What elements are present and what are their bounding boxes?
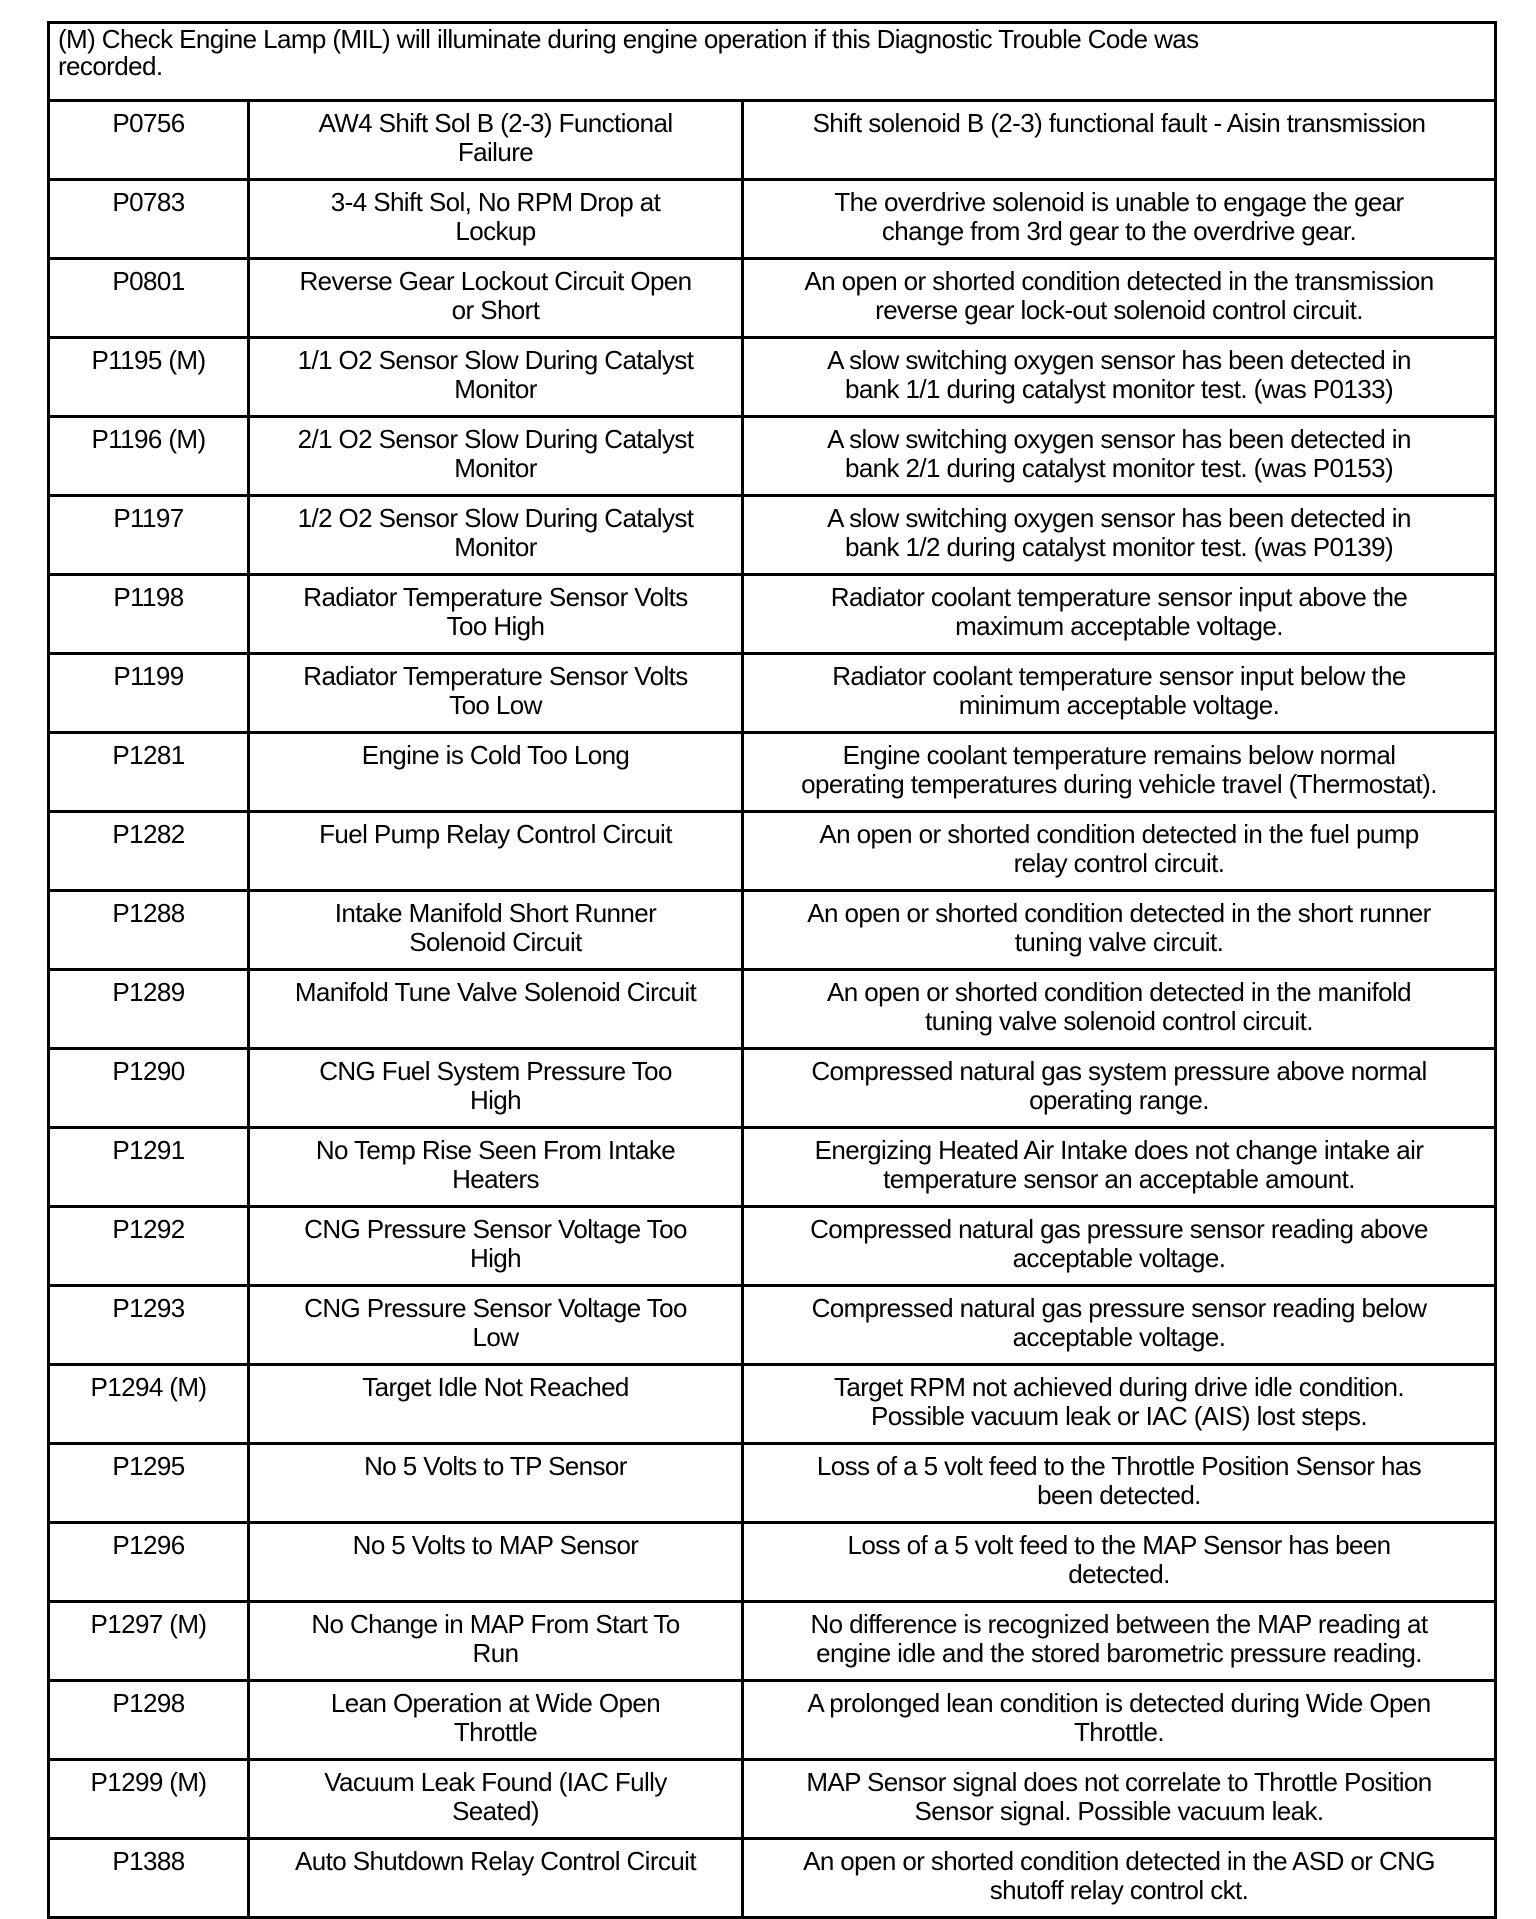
dtc-code: P1281 — [112, 740, 185, 770]
dtc-description-line: maximum acceptable voltage. — [955, 611, 1283, 641]
dtc-name-line: Intake Manifold Short Runner — [334, 898, 657, 928]
table-row — [49, 1365, 1496, 1444]
dtc-description-cell — [743, 970, 1496, 1049]
dtc-code: P1297 (M) — [90, 1609, 207, 1639]
dtc-description-cell — [743, 1128, 1496, 1207]
dtc-name-cell — [249, 970, 743, 1049]
dtc-description-line: change from 3rd gear to the overdrive gear. — [881, 216, 1357, 246]
dtc-name-cell — [249, 891, 743, 970]
dtc-name-line: Run — [472, 1638, 519, 1668]
dtc-name-line: 2/1 O2 Sensor Slow During Catalyst — [297, 424, 694, 454]
dtc-description-line: relay control circuit. — [1013, 848, 1225, 878]
dtc-code-cell — [49, 812, 249, 891]
dtc-description-cell — [743, 1286, 1496, 1365]
dtc-description-cell — [743, 496, 1496, 575]
table-row — [49, 970, 1496, 1049]
dtc-description-line: No difference is recognized between the MAP reading at — [810, 1609, 1428, 1639]
table-row — [49, 654, 1496, 733]
dtc-description-line: bank 1/1 during catalyst monitor test. (was P0133) — [844, 374, 1394, 404]
dtc-description-line: A slow switching oxygen sensor has been detected in — [827, 424, 1411, 454]
dtc-description-line: temperature sensor an acceptable amount. — [883, 1164, 1355, 1194]
dtc-name-cell — [249, 1602, 743, 1681]
dtc-name-cell — [249, 1286, 743, 1365]
table-row — [49, 101, 1496, 180]
dtc-description-line: Compressed natural gas pressure sensor reading above — [810, 1214, 1428, 1244]
table-row — [49, 180, 1496, 259]
dtc-code: P1199 — [113, 661, 184, 691]
dtc-name-line: Monitor — [454, 374, 537, 404]
dtc-code-cell — [49, 733, 249, 812]
dtc-code-cell — [49, 496, 249, 575]
mil-note-line: (M) Check Engine Lamp (MIL) will illuminate during engine operation if this Diagnostic Trouble Code was — [58, 24, 1199, 54]
dtc-name-cell — [249, 654, 743, 733]
table-row — [49, 812, 1496, 891]
dtc-description-cell — [743, 1049, 1496, 1128]
dtc-description-line: detected. — [1068, 1559, 1170, 1589]
dtc-code-cell — [49, 1523, 249, 1602]
dtc-name-line: Fuel Pump Relay Control Circuit — [319, 819, 672, 849]
dtc-code: P1282 — [112, 819, 185, 849]
dtc-description-line: Compressed natural gas pressure sensor reading below — [811, 1293, 1427, 1323]
dtc-name-line: Reverse Gear Lockout Circuit Open — [299, 266, 692, 296]
dtc-name-cell — [249, 1128, 743, 1207]
dtc-code-cell — [49, 1444, 249, 1523]
dtc-code: P1290 — [112, 1056, 185, 1086]
dtc-table — [47, 21, 1497, 1919]
dtc-description-line: An open or shorted condition detected in the short runner — [807, 898, 1431, 928]
dtc-description-line: bank 2/1 during catalyst monitor test. (was P0153) — [844, 453, 1394, 483]
dtc-description-cell — [743, 812, 1496, 891]
dtc-description-line: A slow switching oxygen sensor has been detected in — [827, 503, 1411, 533]
dtc-code-cell — [49, 1049, 249, 1128]
dtc-name-line: Seated) — [452, 1796, 539, 1826]
table-row — [49, 1207, 1496, 1286]
table-row — [49, 259, 1496, 338]
dtc-code: P1196 (M) — [91, 424, 206, 454]
dtc-code: P1294 (M) — [90, 1372, 207, 1402]
dtc-name-cell — [249, 417, 743, 496]
dtc-description-cell — [743, 1444, 1496, 1523]
dtc-description-line: reverse gear lock-out solenoid control circuit. — [875, 295, 1363, 325]
dtc-code-cell — [49, 101, 249, 180]
dtc-description-cell — [743, 1760, 1496, 1839]
dtc-description-line: acceptable voltage. — [1012, 1243, 1226, 1273]
table-row — [49, 496, 1496, 575]
dtc-name-line: Radiator Temperature Sensor Volts — [303, 582, 688, 612]
dtc-description-cell — [743, 1602, 1496, 1681]
dtc-name-cell — [249, 180, 743, 259]
dtc-name-cell — [249, 1681, 743, 1760]
dtc-name-line: Manifold Tune Valve Solenoid Circuit — [294, 977, 697, 1007]
dtc-name-line: Target Idle Not Reached — [362, 1372, 629, 1402]
dtc-code-cell — [49, 1365, 249, 1444]
dtc-name-line: 1/2 O2 Sensor Slow During Catalyst — [297, 503, 694, 533]
dtc-name-cell — [249, 101, 743, 180]
dtc-name-cell — [249, 1523, 743, 1602]
mil-note-line: recorded. — [58, 51, 163, 81]
dtc-name-cell — [249, 1365, 743, 1444]
dtc-description-line: been detected. — [1037, 1480, 1201, 1510]
dtc-description-line: An open or shorted condition detected in the fuel pump — [819, 819, 1419, 849]
dtc-code-cell — [49, 180, 249, 259]
dtc-description-line: An open or shorted condition detected in the ASD or CNG — [803, 1846, 1435, 1876]
dtc-code: P1195 (M) — [91, 345, 206, 375]
dtc-name-line: Monitor — [454, 532, 537, 562]
dtc-description-line: Loss of a 5 volt feed to the MAP Sensor has been — [847, 1530, 1391, 1560]
dtc-code: P1293 — [112, 1293, 185, 1323]
dtc-code-cell — [49, 970, 249, 1049]
dtc-code: P1388 — [112, 1846, 185, 1876]
table-row — [49, 417, 1496, 496]
dtc-description-cell — [743, 1839, 1496, 1918]
table-row — [49, 1286, 1496, 1365]
dtc-description-cell — [743, 654, 1496, 733]
dtc-code-cell — [49, 1128, 249, 1207]
dtc-name-cell — [249, 812, 743, 891]
dtc-description-line: Throttle. — [1074, 1717, 1164, 1747]
dtc-table-body — [49, 23, 1496, 1918]
dtc-name-cell — [249, 259, 743, 338]
table-row — [49, 1444, 1496, 1523]
dtc-code-cell — [49, 891, 249, 970]
dtc-name-line: Heaters — [452, 1164, 539, 1194]
table-row — [49, 891, 1496, 970]
table-row — [49, 575, 1496, 654]
dtc-description-cell — [743, 1681, 1496, 1760]
dtc-description-line: An open or shorted condition detected in the manifold — [827, 977, 1411, 1007]
dtc-code-cell — [49, 1602, 249, 1681]
dtc-code: P0801 — [112, 266, 185, 296]
dtc-code-cell — [49, 338, 249, 417]
dtc-code: P1197 — [113, 503, 184, 533]
table-row — [49, 1602, 1496, 1681]
table-row — [49, 1839, 1496, 1918]
dtc-name-cell — [249, 1049, 743, 1128]
dtc-name-line: Failure — [457, 137, 534, 167]
table-row — [49, 1128, 1496, 1207]
dtc-description-cell — [743, 417, 1496, 496]
dtc-description-cell — [743, 180, 1496, 259]
dtc-description-line: Target RPM not achieved during drive idle condition. — [833, 1372, 1405, 1402]
dtc-code: P1295 — [112, 1451, 185, 1481]
dtc-name-line: CNG Pressure Sensor Voltage Too — [304, 1214, 687, 1244]
dtc-description-line: A prolonged lean condition is detected during Wide Open — [807, 1688, 1431, 1718]
dtc-name-line: Lean Operation at Wide Open — [330, 1688, 661, 1718]
dtc-name-line: High — [469, 1085, 522, 1115]
dtc-code: P1291 — [112, 1135, 185, 1165]
dtc-name-line: No Temp Rise Seen From Intake — [315, 1135, 676, 1165]
dtc-name-line: CNG Fuel System Pressure Too — [319, 1056, 672, 1086]
dtc-description-line: A slow switching oxygen sensor has been detected in — [827, 345, 1411, 375]
dtc-description-cell — [743, 1207, 1496, 1286]
dtc-description-line: The overdrive solenoid is unable to engage the gear — [834, 187, 1404, 217]
dtc-code: P1296 — [112, 1530, 185, 1560]
dtc-description-cell — [743, 338, 1496, 417]
mil-note-row — [49, 23, 1496, 101]
dtc-description-cell — [743, 1523, 1496, 1602]
dtc-name-line: 3-4 Shift Sol, No RPM Drop at — [330, 187, 661, 217]
dtc-name-line: Auto Shutdown Relay Control Circuit — [295, 1846, 696, 1876]
dtc-description-line: Energizing Heated Air Intake does not change intake air — [814, 1135, 1424, 1165]
dtc-name-line: Too High — [446, 611, 545, 641]
dtc-description-line: tuning valve circuit. — [1014, 927, 1224, 957]
dtc-code: P1299 (M) — [90, 1767, 207, 1797]
dtc-name-line: No Change in MAP From Start To — [311, 1609, 680, 1639]
dtc-code-cell — [49, 1760, 249, 1839]
dtc-description-cell — [743, 891, 1496, 970]
dtc-code-cell — [49, 259, 249, 338]
dtc-name-line: CNG Pressure Sensor Voltage Too — [304, 1293, 687, 1323]
dtc-description-cell — [743, 733, 1496, 812]
dtc-description-line: Compressed natural gas system pressure above normal — [811, 1056, 1427, 1086]
dtc-code-cell — [49, 575, 249, 654]
dtc-description-line: MAP Sensor signal does not correlate to Throttle Position — [806, 1767, 1432, 1797]
dtc-description-line: Possible vacuum leak or IAC (AIS) lost steps. — [870, 1401, 1368, 1431]
dtc-code: P1298 — [112, 1688, 185, 1718]
dtc-code-cell — [49, 1207, 249, 1286]
dtc-name-line: Vacuum Leak Found (IAC Fully — [324, 1767, 667, 1797]
dtc-name-line: or Short — [451, 295, 540, 325]
dtc-name-cell — [249, 1444, 743, 1523]
dtc-code: P0783 — [112, 187, 185, 217]
dtc-name-line: Too Low — [449, 690, 542, 720]
dtc-name-cell — [249, 496, 743, 575]
dtc-description-line: Radiator coolant temperature sensor input below the — [832, 661, 1406, 691]
dtc-description-cell — [743, 1365, 1496, 1444]
dtc-code-cell — [49, 1286, 249, 1365]
dtc-name-cell — [249, 338, 743, 417]
dtc-code-cell — [49, 654, 249, 733]
dtc-name-cell — [249, 1207, 743, 1286]
table-row — [49, 733, 1496, 812]
dtc-description-line: Shift solenoid B (2-3) functional fault - Aisin transmission — [812, 108, 1426, 138]
dtc-name-line: Lockup — [455, 216, 536, 246]
table-row — [49, 1681, 1496, 1760]
dtc-description-line: minimum acceptable voltage. — [958, 690, 1280, 720]
dtc-name-line: No 5 Volts to MAP Sensor — [352, 1530, 639, 1560]
dtc-description-line: An open or shorted condition detected in the transmission — [804, 266, 1434, 296]
dtc-name-line: Monitor — [454, 453, 537, 483]
dtc-description-line: engine idle and the stored barometric pressure reading. — [816, 1638, 1422, 1668]
dtc-name-cell — [249, 1760, 743, 1839]
dtc-code: P1292 — [112, 1214, 185, 1244]
dtc-description-line: bank 1/2 during catalyst monitor test. (was P0139) — [844, 532, 1394, 562]
dtc-code: P1198 — [113, 582, 184, 612]
dtc-code-cell — [49, 417, 249, 496]
dtc-description-line: Loss of a 5 volt feed to the Throttle Position Sensor has — [816, 1451, 1422, 1481]
dtc-name-line: AW4 Shift Sol B (2-3) Functional — [318, 108, 673, 138]
dtc-name-line: Low — [472, 1322, 519, 1352]
dtc-description-cell — [743, 101, 1496, 180]
dtc-description-line: Sensor signal. Possible vacuum leak. — [914, 1796, 1324, 1826]
dtc-name-line: Throttle — [453, 1717, 538, 1747]
table-row — [49, 1760, 1496, 1839]
dtc-name-cell — [249, 1839, 743, 1918]
dtc-code: P1288 — [112, 898, 185, 928]
dtc-code-cell — [49, 1681, 249, 1760]
table-row — [49, 1523, 1496, 1602]
dtc-description-cell — [743, 575, 1496, 654]
dtc-description-line: shutoff relay control ckt. — [989, 1875, 1249, 1905]
dtc-name-line: Radiator Temperature Sensor Volts — [303, 661, 688, 691]
dtc-description-line: Radiator coolant temperature sensor input above the — [830, 582, 1408, 612]
table-row — [49, 338, 1496, 417]
table-row — [49, 1049, 1496, 1128]
dtc-name-line: 1/1 O2 Sensor Slow During Catalyst — [297, 345, 694, 375]
dtc-code-cell — [49, 1839, 249, 1918]
dtc-description-line: Engine coolant temperature remains below normal — [842, 740, 1396, 770]
mil-note — [49, 23, 1496, 101]
dtc-code: P0756 — [112, 108, 185, 138]
dtc-description-line: tuning valve solenoid control circuit. — [925, 1006, 1313, 1036]
dtc-description-cell — [743, 259, 1496, 338]
dtc-name-cell — [249, 733, 743, 812]
dtc-description-line: operating temperatures during vehicle travel (Thermostat). — [801, 769, 1437, 799]
dtc-name-line: Engine is Cold Too Long — [361, 740, 630, 770]
dtc-name-line: Solenoid Circuit — [409, 927, 582, 957]
dtc-description-line: operating range. — [1029, 1085, 1209, 1115]
dtc-name-cell — [249, 575, 743, 654]
dtc-name-line: High — [469, 1243, 522, 1273]
dtc-name-line: No 5 Volts to TP Sensor — [364, 1451, 627, 1481]
dtc-code: P1289 — [112, 977, 185, 1007]
dtc-description-line: acceptable voltage. — [1012, 1322, 1226, 1352]
